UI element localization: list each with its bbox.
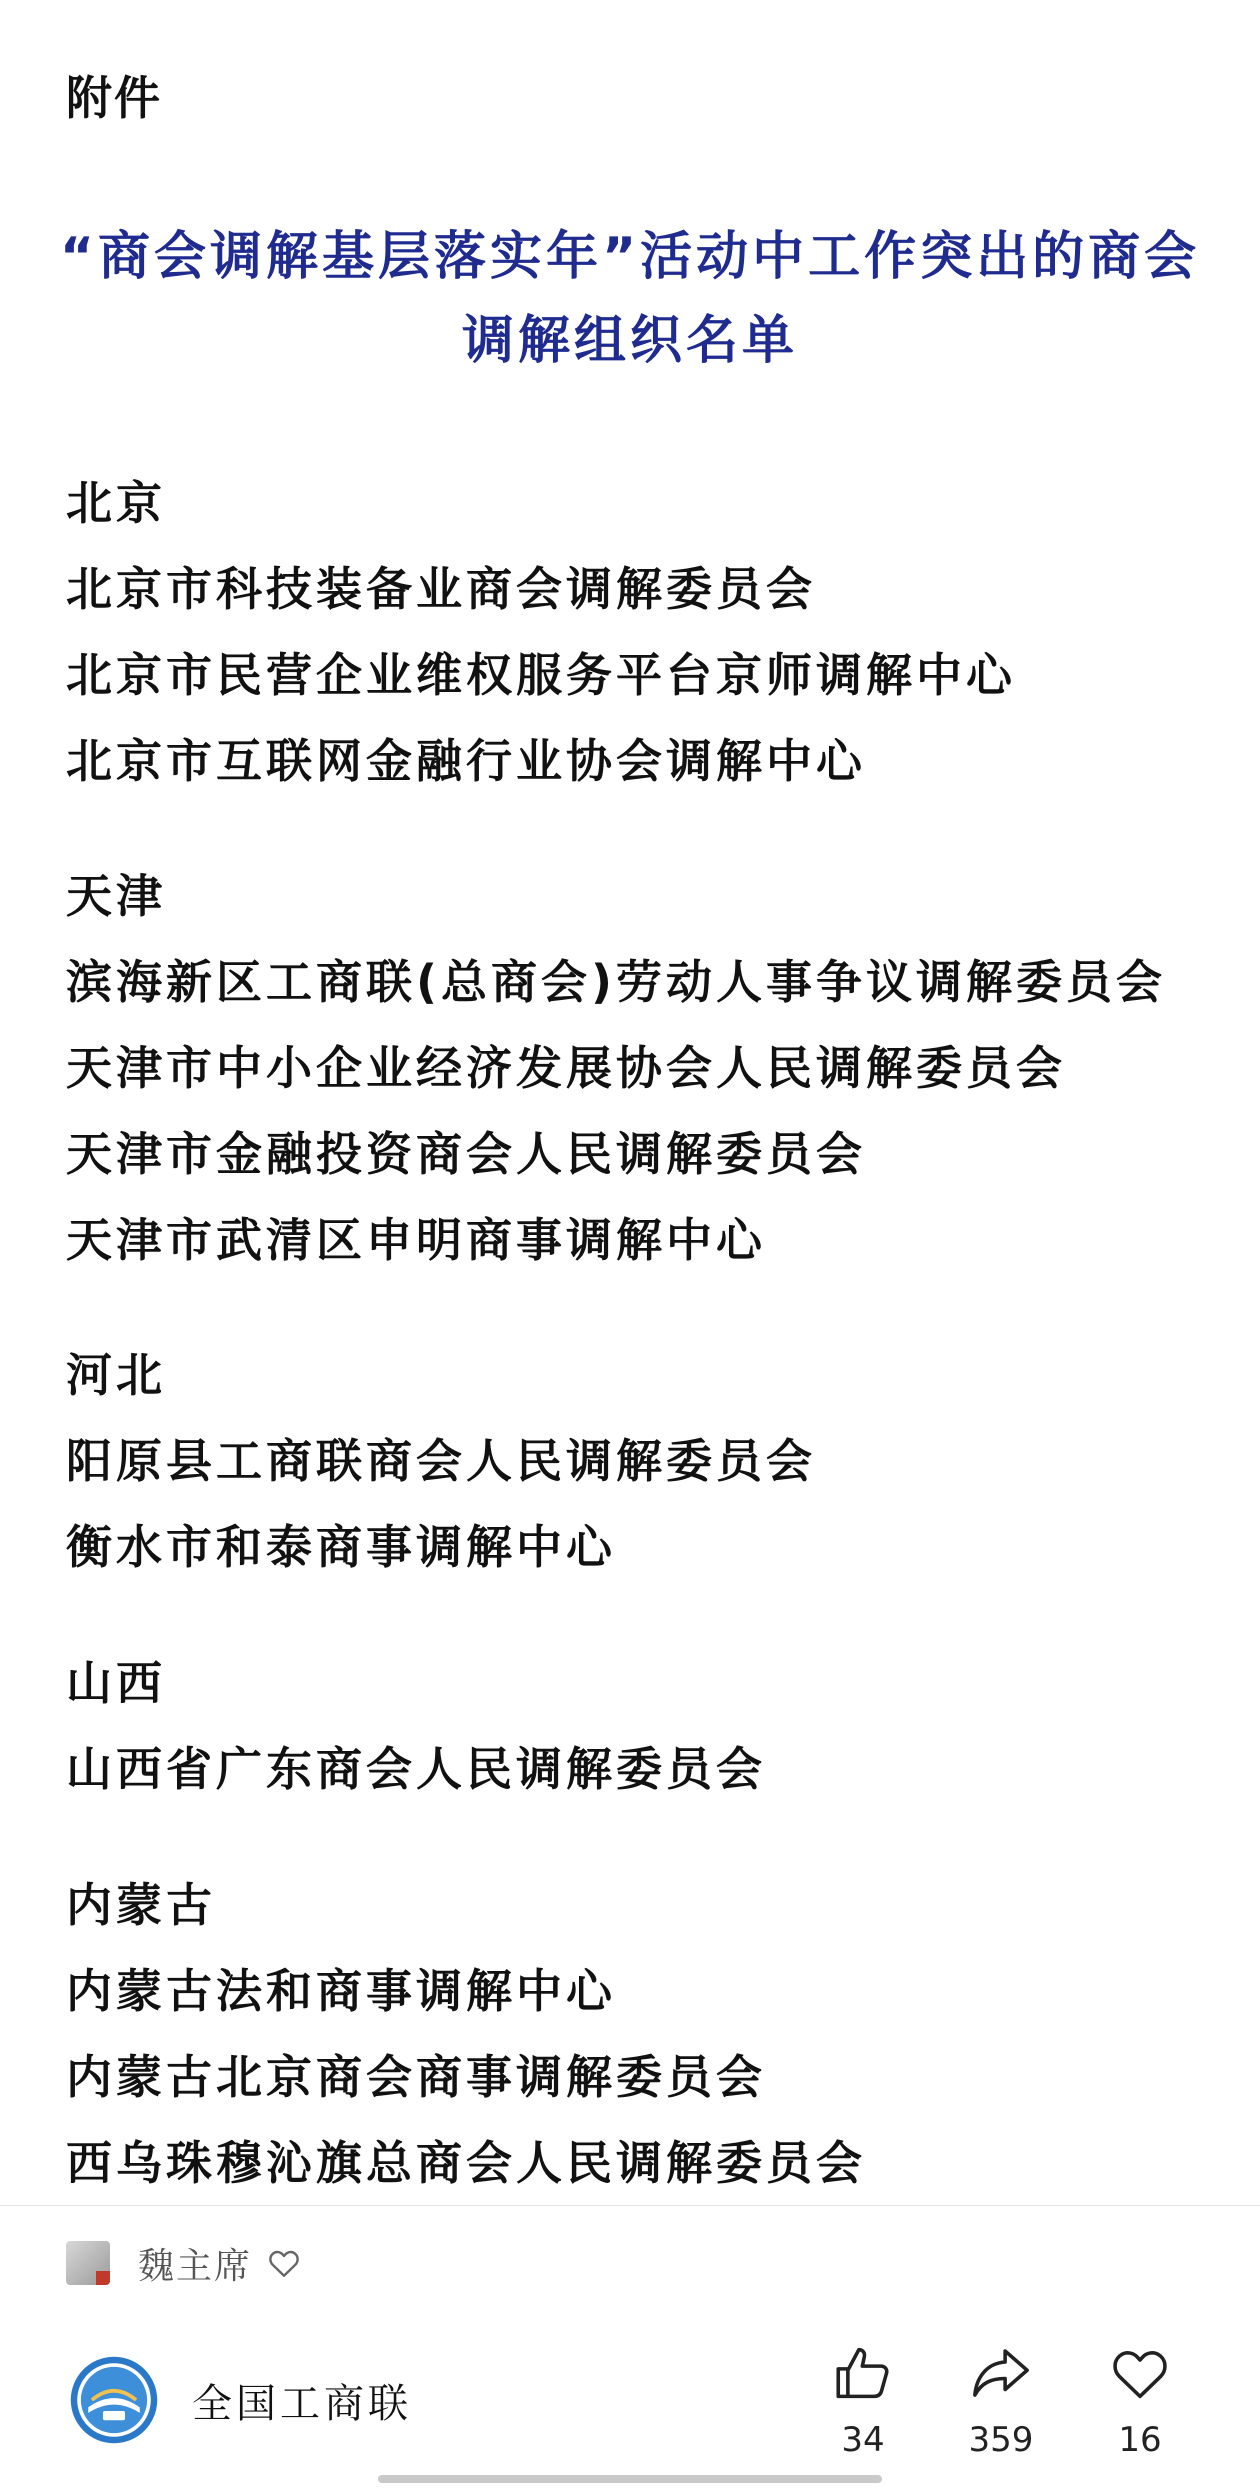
attachment-label: 附件 bbox=[66, 71, 162, 125]
author-name[interactable]: 魏主席 bbox=[138, 2245, 253, 2287]
like-action[interactable] bbox=[803, 2340, 923, 2460]
region-heading: 山西 bbox=[66, 1656, 166, 1710]
organization-item: 北京市互联网金融行业协会调解中心 bbox=[66, 734, 866, 788]
organization-item: 内蒙古法和商事调解中心 bbox=[66, 1964, 616, 2018]
heart-outline-icon[interactable] bbox=[1107, 2340, 1173, 2406]
organization-item: 阳原县工商联商会人民调解委员会 bbox=[66, 1434, 816, 1488]
organization-item: 天津市武清区申明商事调解中心 bbox=[66, 1213, 766, 1267]
organization-item: 滨海新区工商联(总商会)劳动人事争议调解委员会 bbox=[66, 955, 1167, 1009]
home-indicator[interactable] bbox=[378, 2475, 882, 2483]
author-avatar[interactable] bbox=[66, 2241, 110, 2285]
organization-item: 天津市中小企业经济发展协会人民调解委员会 bbox=[66, 1041, 1066, 1095]
like-count: 34 bbox=[841, 2420, 885, 2460]
region-section bbox=[66, 1862, 866, 2206]
title-line: 调解组织名单 bbox=[461, 311, 798, 371]
bottom-action-bar bbox=[0, 2340, 1260, 2460]
region-heading: 北京 bbox=[66, 476, 166, 530]
region-heading: 河北 bbox=[66, 1348, 166, 1402]
region-section bbox=[66, 1640, 766, 1812]
account-logo[interactable] bbox=[68, 2354, 160, 2446]
document-title bbox=[40, 215, 1220, 383]
divider bbox=[0, 2205, 1260, 2206]
organization-item: 山西省广东商会人民调解委员会 bbox=[66, 1742, 766, 1796]
heart-outline-icon[interactable] bbox=[266, 2245, 302, 2281]
organization-item: 衡水市和泰商事调解中心 bbox=[66, 1520, 616, 1574]
title-line: “商会调解基层落实年”活动中工作突出的商会 bbox=[59, 227, 1201, 287]
favorite-count: 16 bbox=[1118, 2420, 1162, 2460]
region-heading: 内蒙古 bbox=[66, 1878, 216, 1932]
region-heading: 天津 bbox=[66, 869, 166, 923]
share-count: 359 bbox=[968, 2420, 1034, 2460]
favorite-action[interactable] bbox=[1080, 2340, 1200, 2460]
region-section bbox=[66, 1332, 816, 1590]
author-row[interactable] bbox=[66, 2240, 302, 2286]
share-action[interactable] bbox=[941, 2340, 1061, 2460]
organization-item: 内蒙古北京商会商事调解委员会 bbox=[66, 2050, 766, 2104]
organization-item: 北京市科技装备业商会调解委员会 bbox=[66, 562, 816, 616]
account-name[interactable]: 全国工商联 bbox=[192, 2381, 412, 2427]
share-arrow-icon[interactable] bbox=[968, 2340, 1034, 2406]
organization-item: 天津市金融投资商会人民调解委员会 bbox=[66, 1127, 866, 1181]
region-section bbox=[66, 853, 1166, 1283]
organization-item: 西乌珠穆沁旗总商会人民调解委员会 bbox=[66, 2136, 866, 2190]
organization-item: 北京市民营企业维权服务平台京师调解中心 bbox=[66, 648, 1016, 702]
region-section bbox=[66, 460, 1016, 804]
thumbs-up-icon[interactable] bbox=[830, 2340, 896, 2406]
